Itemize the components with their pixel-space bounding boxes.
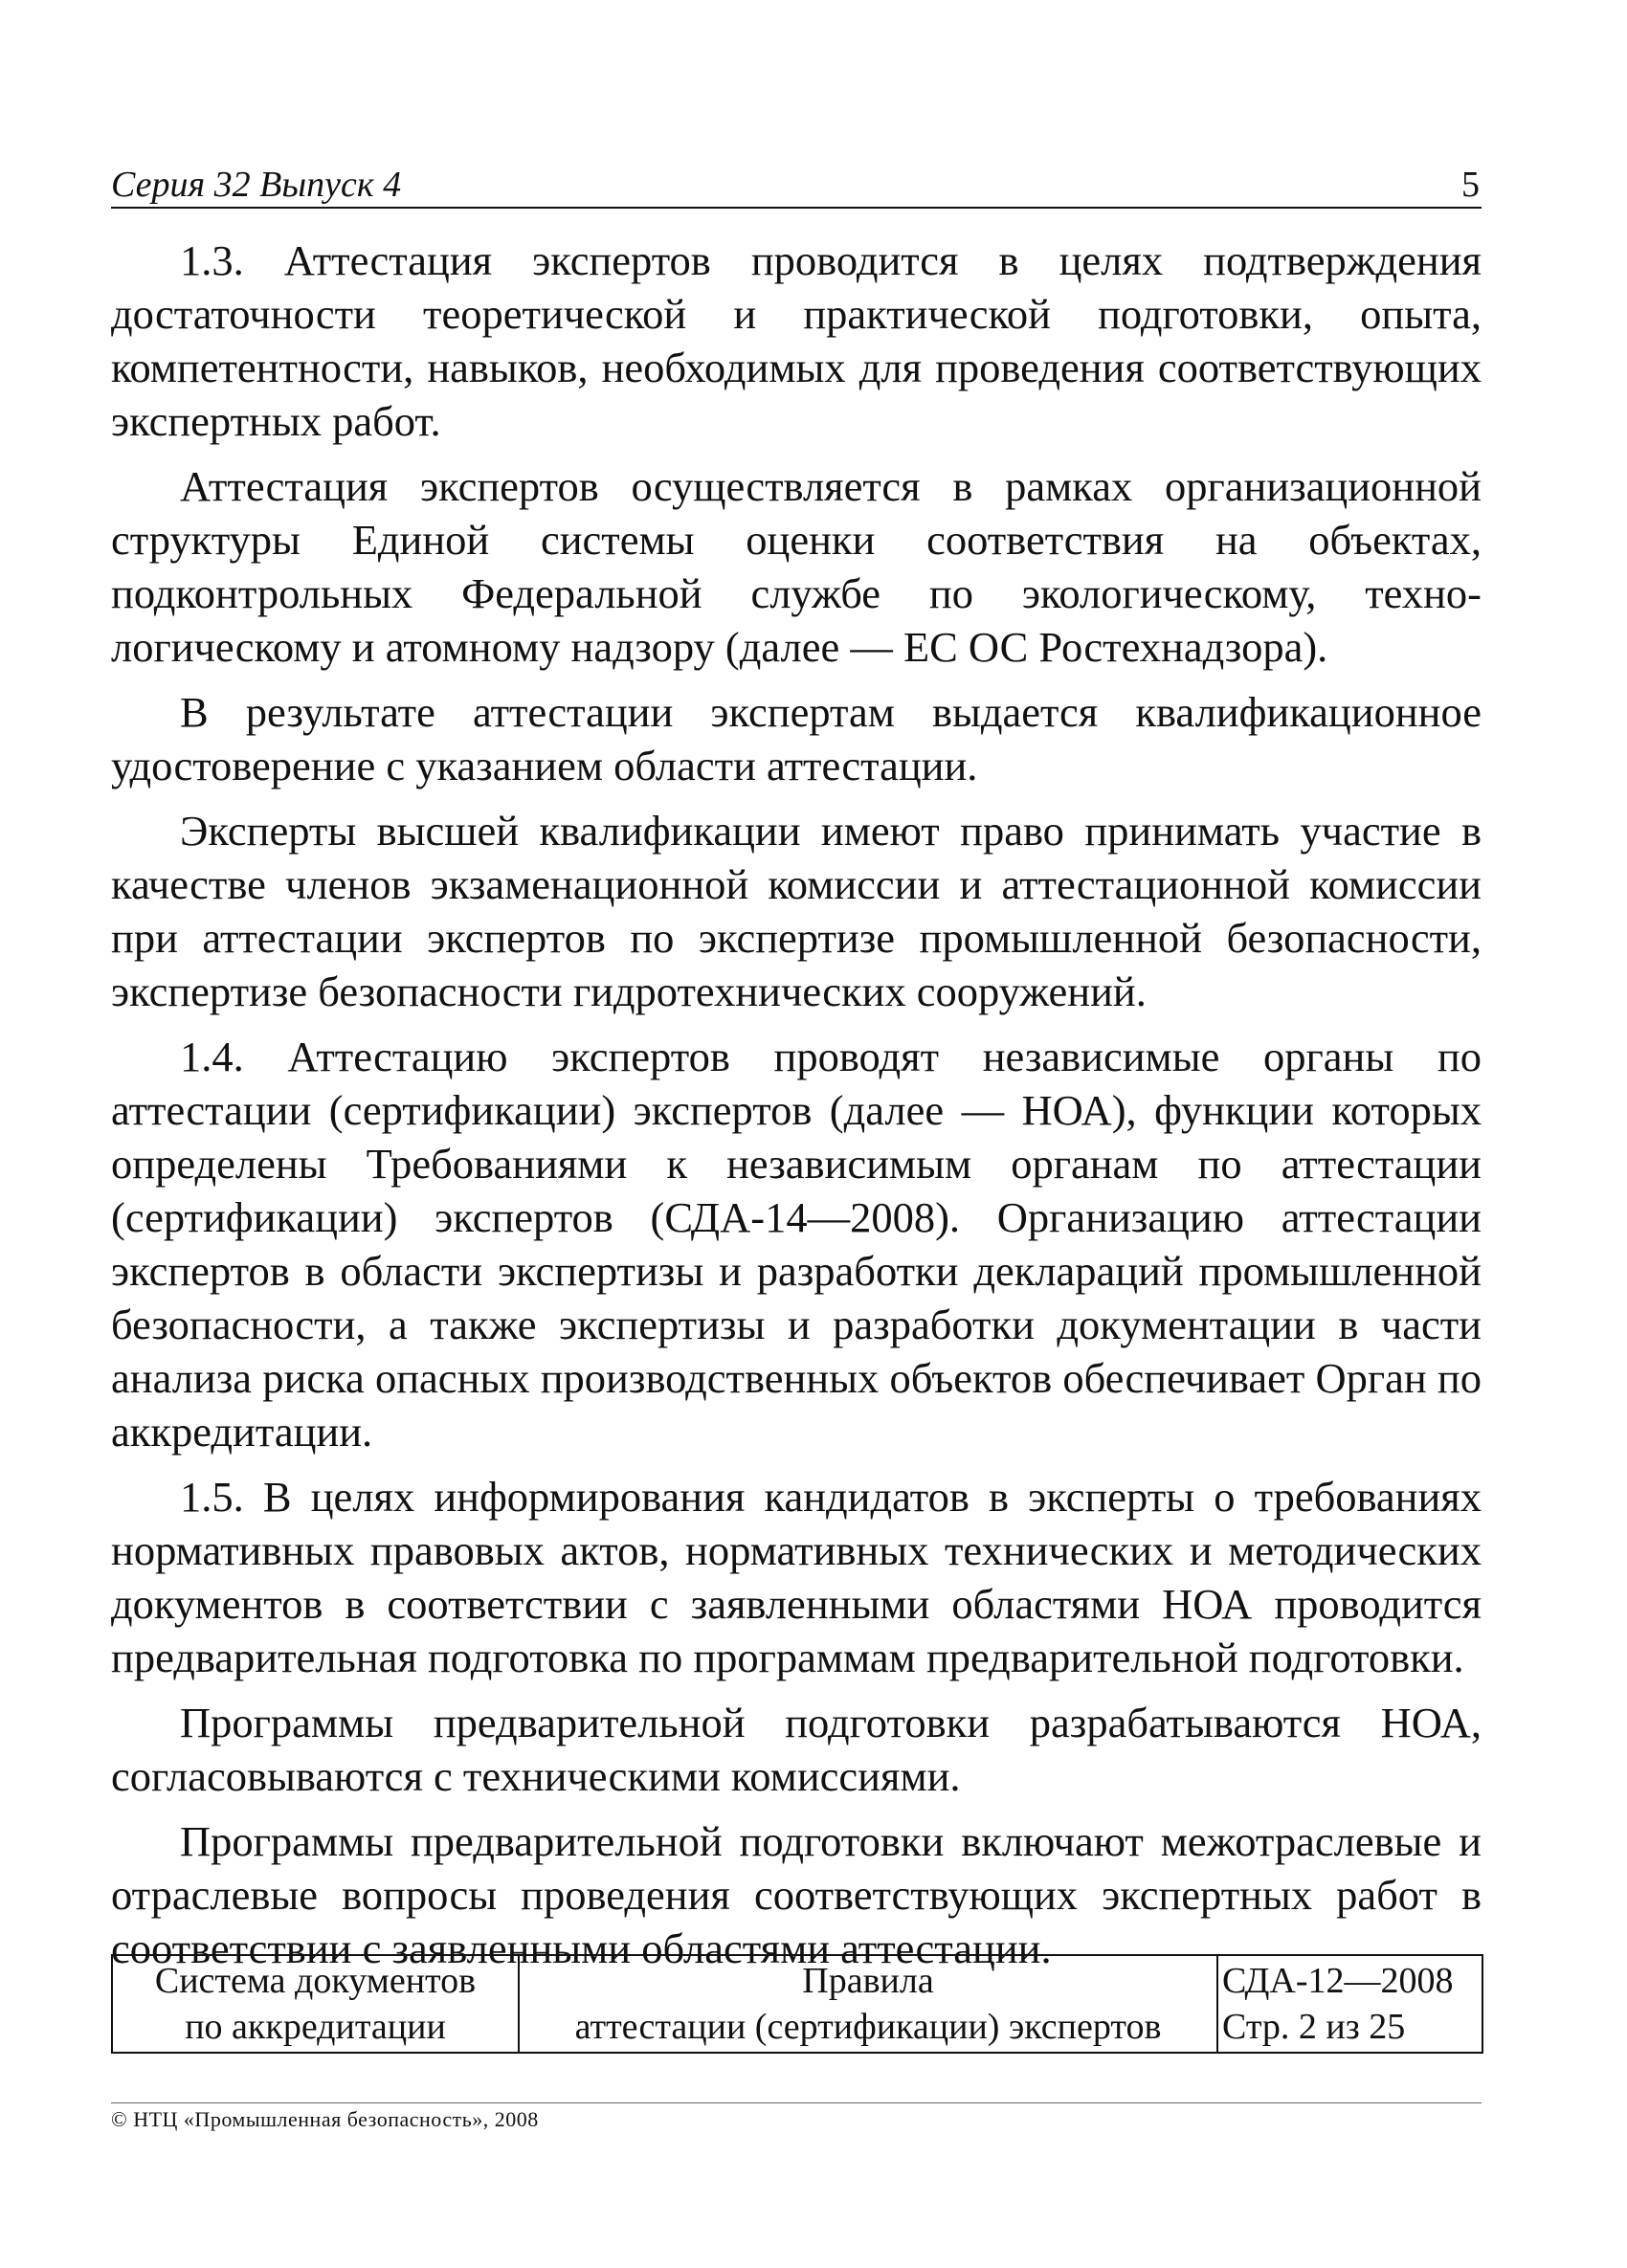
page-number: 5 [1461, 165, 1480, 205]
document-title-cell [519, 1955, 1217, 2053]
paragraph-1-5: 1.5. В целях информирования кандидатов в эксперты о требованиях нормативных правовых актов, нормативных технических и методических документов в соответствии с заявленными областями НОА проводится предварительная подготовка по программам предварительной подготовки. [111, 1473, 1482, 1681]
paragraph-programs-include: Программы предварительной подготовки включают межотраслевые и отраслевые вопросы проведения соответствующих экспертных работ в соответствии с заявленными областями аттестации. [111, 1817, 1482, 1972]
document-code-cell [1217, 1955, 1482, 2053]
document-system-line-2: по аккредитации [185, 2007, 446, 2047]
paragraph-highest-qualification: Эксперты высшей квалификации имеют право принимать участие в качестве членов экзаменационной комиссии и аттестационной комиссии при аттестации экспертов по экспертизе промышленной безопасности, экспертизе безопасности гидротехнических сооружений. [111, 807, 1482, 1015]
running-header [111, 161, 1482, 209]
document-footer-table [111, 1954, 1483, 2054]
document-system-line-1: Система документов [154, 1961, 477, 2001]
paragraph-programs-developed: Программы предварительной подготовки разрабатываются НОА, согласовываются с техническими комиссиями. [111, 1699, 1482, 1800]
copyright-notice: © НТЦ «Промышленная безопасность», 2008 [111, 2107, 539, 2131]
document-system-cell [112, 1955, 519, 2053]
body-text [111, 233, 1482, 1987]
running-title: Серия 32 Выпуск 4 [111, 165, 402, 205]
paragraph-1-4: 1.4. Аттестацию экспертов проводят независимые органы по аттестации (сертификации) экспертов (далее — НОА), функции которых определены Требованиями к независимым органам по аттестации (сертификации) экспертов (СДА-14—2008). Организацию аттестации экспертов в области экспертизы и разработки деклараций промышленной безопасности, а также экспертизы и разработки документации в части анализа риска опасных производственных объектов обеспечивает Орган по аккредитации. [111, 1033, 1482, 1456]
paragraph-attestation-framework: Аттестация экспертов осуществляется в рамках организационной структуры Единой системы оценки соответствия на объектах, подконтрольных Федеральной службе по экологическому, технологическому и атомному надзору (далее — ЕС ОС Ростехнадзора). [111, 462, 1482, 671]
footer-table-row [112, 1955, 1482, 2053]
paragraph-1-3: 1.3. Аттестация экспертов проводится в целях подтверждения достаточности теоретической и практической подготовки, опыта, компетентности, навыков, необходимых для проведения соответствующих экспертных работ. [111, 236, 1482, 445]
paragraph-certificate: В результате аттестации экспертам выдается квалификационное удостоверение с указанием области аттестации. [111, 688, 1482, 789]
document-page-count: Стр. 2 из 25 [1222, 2007, 1406, 2047]
footer-divider [111, 2102, 1482, 2103]
document-title-line-2: аттестации (сертификации) экспертов [574, 2007, 1162, 2047]
document-code: СДА-12—2008 [1222, 1961, 1454, 2001]
document-title-line-1: Правила [802, 1961, 934, 2001]
